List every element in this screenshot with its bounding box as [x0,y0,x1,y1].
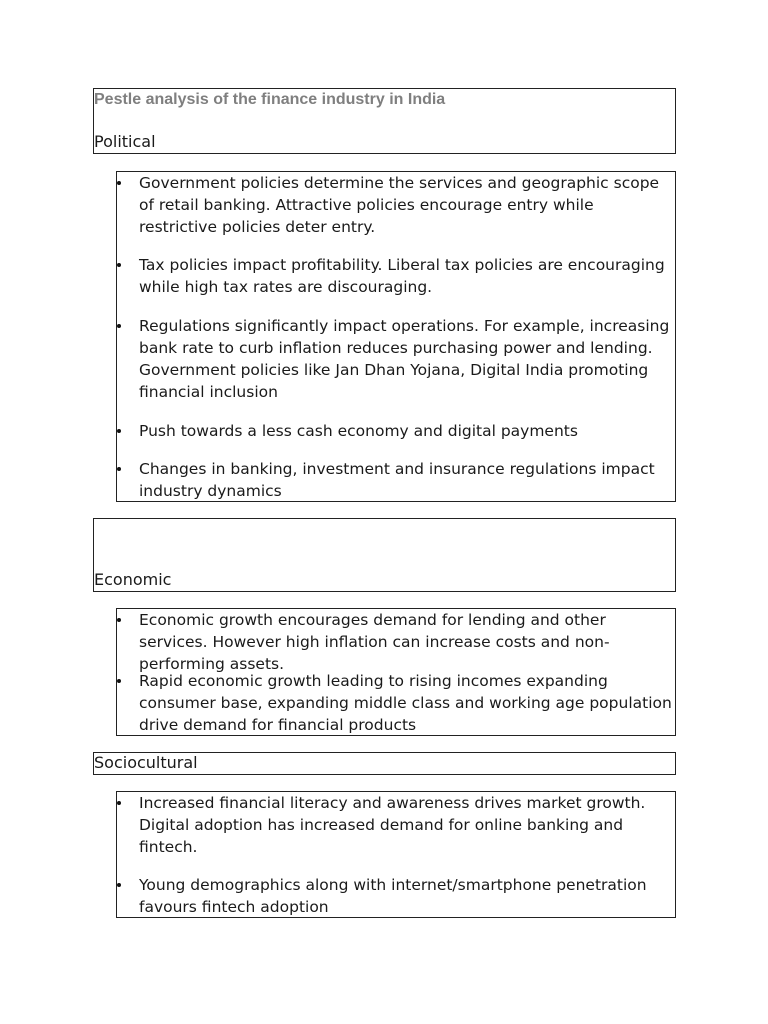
list-item: Regulations significantly impact operations. For example, increasing bank rate to curb inflation reduces purchasing power and lending. Government policies like Jan Dhan Yojana, Digital India promoting financial inclusion [117,315,675,403]
bullet-icon [117,679,121,683]
sociocultural-heading-box [93,752,676,775]
bullet-icon [117,467,121,471]
section-heading-sociocultural: Sociocultural [94,753,198,772]
political-heading-box [93,88,676,154]
section-heading-economic: Economic [94,570,172,589]
bullet-icon [117,263,121,267]
bullet-icon [117,429,121,433]
list-item: Push towards a less cash economy and digital payments [117,420,675,442]
bullet-icon [117,883,121,887]
list-item: Rapid economic growth leading to rising incomes expanding consumer base, expanding middle class and working age population drive demand for financial products [117,670,675,736]
political-bullet-box [116,171,676,502]
bullet-icon [117,801,121,805]
bullet-icon [117,181,121,185]
bullet-icon [117,324,121,328]
list-item: Economic growth encourages demand for lending and other services. However high inflation can increase costs and non-performing assets. [117,609,675,675]
sociocultural-bullet-box [116,791,676,918]
list-item: Government policies determine the services and geographic scope of retail banking. Attractive policies encourage entry while restrictive policies deter entry. [117,172,675,238]
list-item: Tax policies impact profitability. Liberal tax policies are encouraging while high tax rates are discouraging. [117,254,675,298]
section-heading-political: Political [94,132,156,151]
economic-bullet-box [116,608,676,736]
list-item: Young demographics along with internet/smartphone penetration favours fintech adoption [117,874,675,918]
document-title: Pestle analysis of the finance industry in India [94,91,446,108]
bullet-icon [117,618,121,622]
list-item: Changes in banking, investment and insurance regulations impact industry dynamics [117,458,675,502]
list-item: Increased financial literacy and awareness drives market growth. Digital adoption has increased demand for online banking and fintech. [117,792,675,858]
economic-heading-box [93,518,676,592]
